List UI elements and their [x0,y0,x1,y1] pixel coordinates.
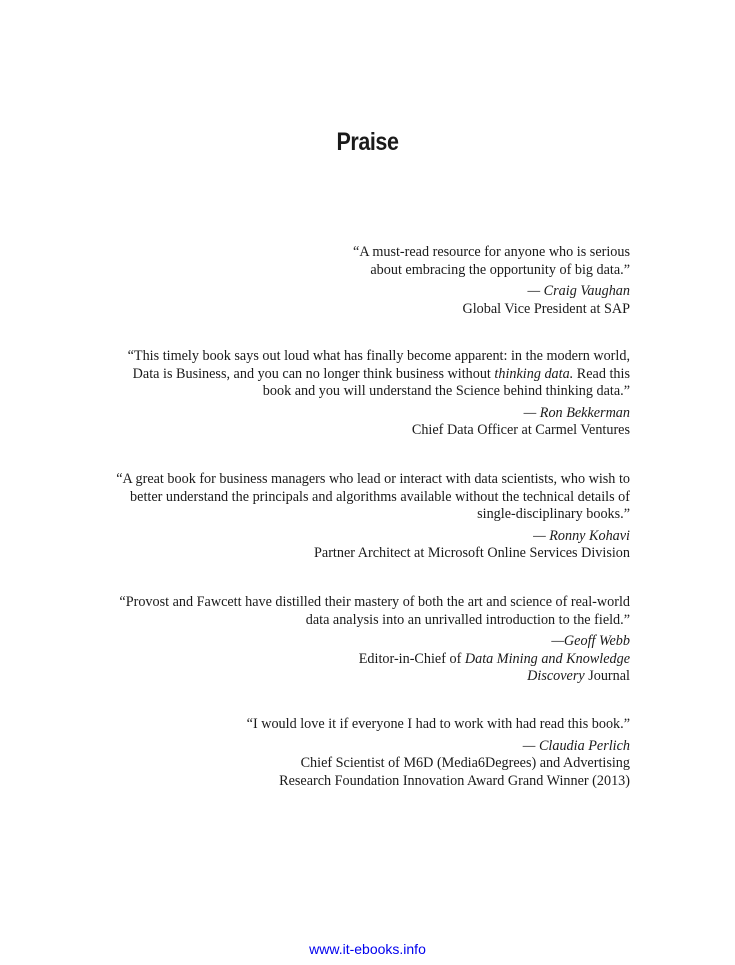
journal-title: Data Mining and Knowledge [464,650,630,667]
quote-author: — Craig Vaughan [527,283,630,300]
quote-author: — Ronny Kohavi [533,527,630,544]
author-role: Partner Architect at Microsoft Online Services Division [314,545,630,562]
praise-item-craig-vaughan [353,244,630,318]
quote-line [128,366,630,384]
author-role: Global Vice President at SAP [462,300,630,317]
role-text: Journal [584,668,630,685]
quote-line: data analysis into an unrivalled introduction to the field.” [305,611,630,628]
role-text: Editor-in-Chief of [358,650,465,667]
quote-emphasis: thinking data. [494,365,574,382]
quote-line: “This timely book says out loud what has finally become apparent: in the modern world, [127,348,630,364]
footer-link[interactable]: www.it-ebooks.info [309,941,426,957]
quote-author: —Geoff Webb [551,633,630,650]
quote-line: “Provost and Fawcett have distilled their mastery of both the art and science of real-world [119,594,630,610]
praise-item-ron-bekkerman [128,348,630,440]
quote-text: Read this [573,365,630,382]
author-role: Chief Scientist of M6D (Media6Degrees) and Advertising [300,755,630,772]
quote-author: — Ron Bekkerman [523,404,630,421]
author-role [119,651,630,669]
quote-line: “I would love it if everyone I had to work with had read this book.” [246,716,630,732]
author-role: Chief Data Officer at Carmel Ventures [411,422,630,439]
quote-text: Data is Business, and you can no longer think business without [132,365,495,382]
author-role [119,668,630,686]
journal-title: Discovery [527,668,585,685]
author-role: Research Foundation Innovation Award Grand Winner (2013) [279,772,630,789]
praise-item-claudia-perlich [247,716,630,790]
quote-author: — Claudia Perlich [522,737,630,754]
quote-line: about embracing the opportunity of big data.” [370,261,630,278]
quote-line: “A must-read resource for anyone who is serious [353,244,630,260]
praise-item-geoff-webb [119,594,630,686]
quote-line: better understand the principals and algorithms available without the technical details of [130,488,630,505]
praise-item-ronny-kohavi [116,471,630,563]
quote-line: “A great book for business managers who lead or interact with data scientists, who wish to [116,471,630,487]
quote-line: single-disciplinary books.” [477,506,630,523]
page-title: Praise [336,128,399,156]
quote-line: book and you will understand the Science behind thinking data.” [262,383,630,400]
